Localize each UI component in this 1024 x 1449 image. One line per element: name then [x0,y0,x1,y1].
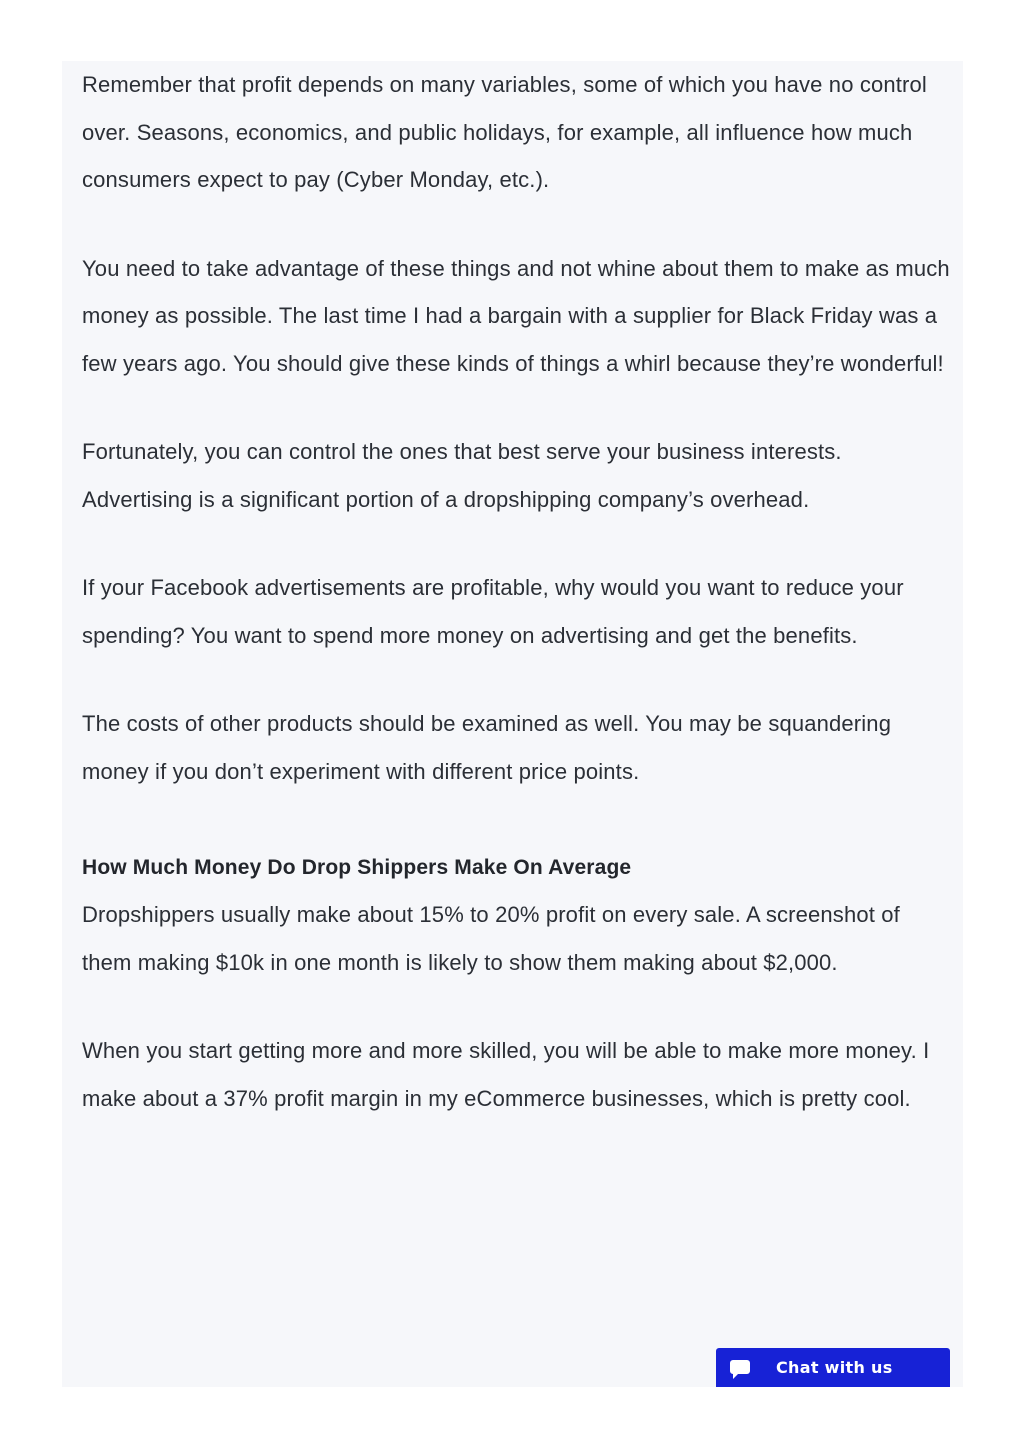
section-heading: How Much Money Do Drop Shippers Make On Average [82,856,632,879]
paragraph-skilled-profit: When you start getting more and more skilled, you will be able to make more money. I make about a 37% profit margin in my eCommerce businesses, which is pretty cool. [82,1038,930,1111]
paragraph-take-advantage: You need to take advantage of these things and not whine about them to make as much money as possible. The last time I had a bargain with a supplier for Black Friday was a few years ago. You should give these kinds of things a whirl because they’re wonderful! [82,255,950,376]
chat-bubble-icon [729,1358,751,1380]
chat-button-label: Chat with us [776,1358,893,1377]
paragraph-profit-variables: Remember that profit depends on many variables, some of which you have no control over. Seasons, economics, and public holidays, for example, all influence how much consumers expect to pay (Cyber Monday, etc.). [82,72,927,192]
paragraph-facebook-ads: If your Facebook advertisements are profitable, why would you want to reduce your spending? You want to spend more money on advertising and get the benefits. [82,575,904,648]
paragraph-average-profit: Dropshippers usually make about 15% to 20% profit on every sale. A screenshot of them making $10k in one month is likely to show them making about $2,000. [82,902,900,975]
paragraph-control-interests: Fortunately, you can control the ones that best serve your business interests. Advertising is a significant portion of a dropshipping company’s overhead. [82,439,842,512]
chat-with-us-button[interactable] [716,1348,950,1387]
article-body [82,61,952,1163]
content-panel [62,61,963,1387]
paragraph-product-costs: The costs of other products should be examined as well. You may be squandering money if you don’t experiment with different price points. [82,711,892,784]
